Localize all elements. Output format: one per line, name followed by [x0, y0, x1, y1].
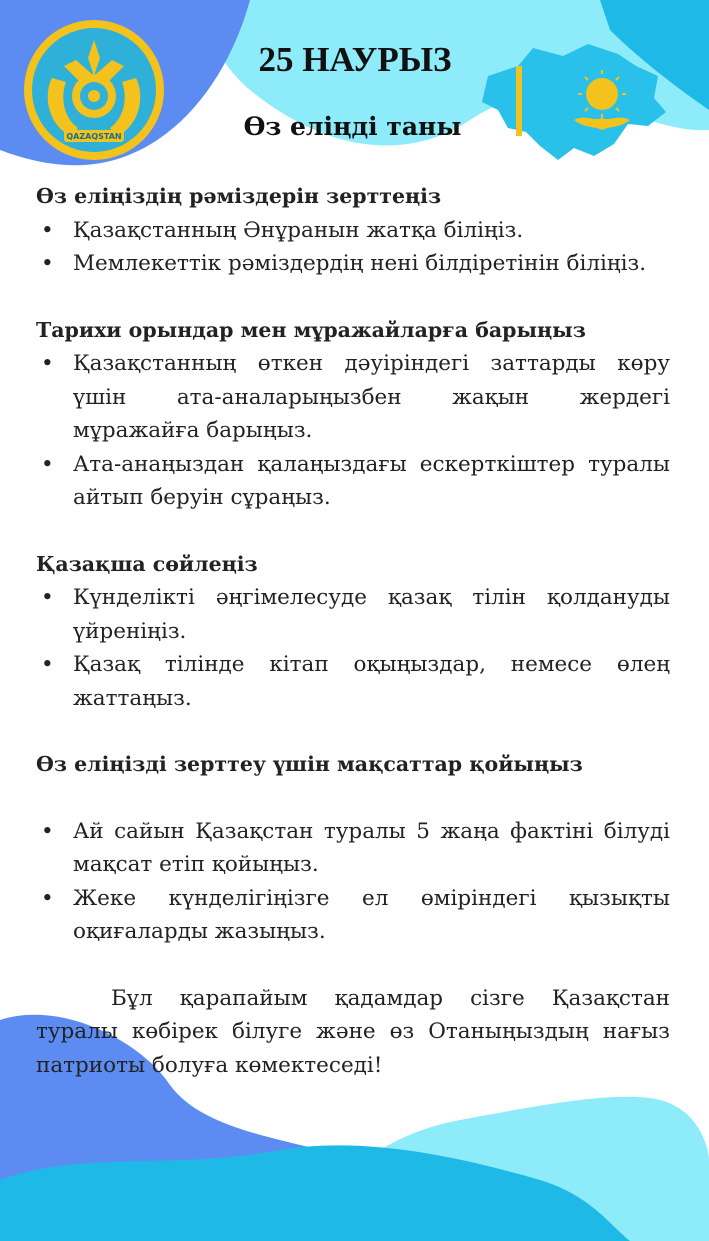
bullet-list — [36, 347, 670, 515]
state-emblem-icon — [22, 18, 166, 162]
page-title: 25 НАУРЫЗ — [258, 40, 452, 79]
section-goals — [36, 748, 670, 949]
section-language — [36, 548, 670, 716]
list-item: • Қазақ тілінде кітап оқыңыздар, немесе өлең жаттаңыз. — [36, 648, 670, 715]
bullet-list — [36, 815, 670, 949]
bullet-list — [36, 581, 670, 715]
section-heading: Қазақша сөйлеңіз — [36, 551, 258, 576]
section-heading: Өз еліңіздің рәміздерін зерттеңіз — [36, 184, 442, 208]
section-symbols — [36, 180, 670, 281]
section-museums — [36, 314, 670, 515]
content — [36, 180, 670, 1082]
list-item: • Мемлекеттік рәміздердің нені білдіретінін біліңіз. — [36, 247, 670, 281]
closing-paragraph: Бұл қарапайым қадамдар сізге Қазақстан туралы көбірек білуге және өз Отаныңыздың нағыз патриоты болуға көмектеседі! — [36, 985, 670, 1078]
list-item: • Ата-анаңыздан қалаңыздағы ескерткіштер туралы айтып беруін сұраңыз. — [36, 448, 670, 515]
list-item: • Қазақстанның Әнұранын жатқа біліңіз. — [36, 214, 670, 248]
list-item: • Күнделікті әңгімелесуде қазақ тілін қолдануды үйреніңіз. — [36, 581, 670, 648]
page-subtitle: Өз еліңді таны — [243, 112, 462, 141]
bullet-list — [36, 214, 670, 281]
emblem-text: QAZAQSTAN — [66, 132, 122, 141]
list-item: • Ай сайын Қазақстан туралы 5 жаңа фактіні білуді мақсат етіп қойыңыз. — [36, 815, 670, 882]
section-heading: Тарихи орындар мен мұражайларға барыңыз — [36, 317, 586, 342]
list-item: • Жеке күнделігіңізге ел өміріндегі қызықты оқиғаларды жазыңыз. — [36, 882, 670, 949]
list-item: • Қазақстанның өткен дәуіріндегі заттарды көру үшін ата-аналарыңызбен жақын жердегі мұражайға барыңыз. — [36, 347, 670, 448]
kazakhstan-map-icon — [478, 36, 668, 166]
section-heading: Өз еліңізді зерттеу үшін мақсаттар қойыңыз — [36, 752, 583, 776]
